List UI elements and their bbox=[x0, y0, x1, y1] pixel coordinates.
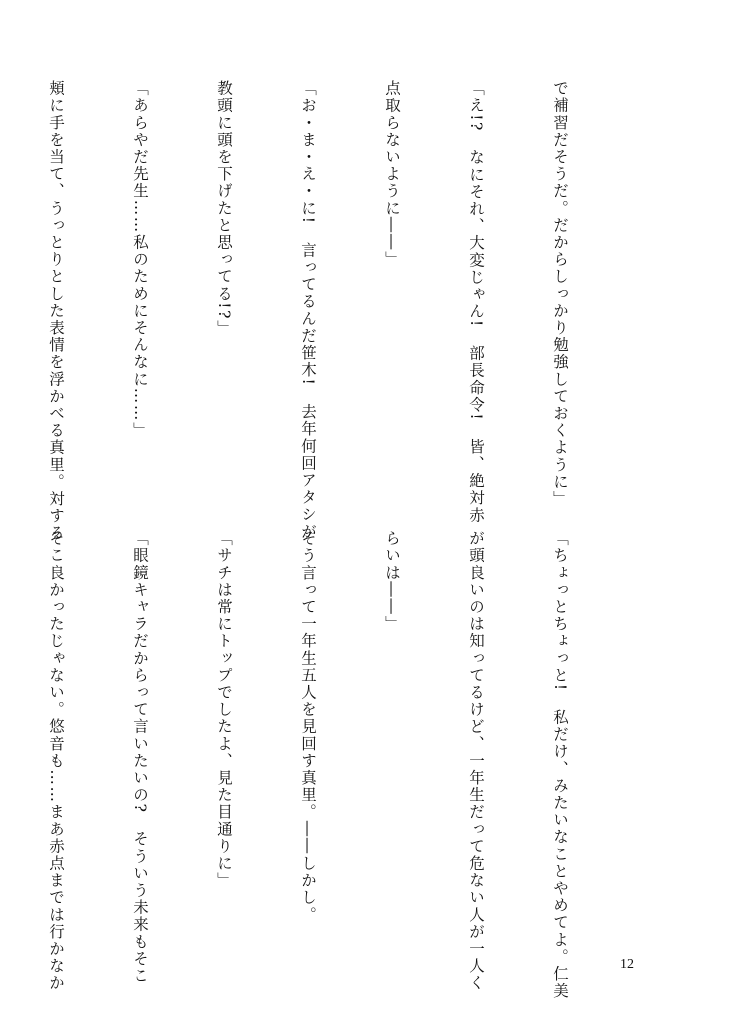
text-line: で補習だそうだ。だからしっかり勉強しておくように」 bbox=[551, 80, 569, 508]
text-line: 「眼鏡キャラだからって言いたいの? そういう未来もそこ bbox=[131, 530, 149, 985]
text-line: 「ちょっとちょっと! 私だけ、みたいなことやめてよ。仁美 bbox=[551, 530, 569, 1000]
text-line: そう言って一年生五人を見回す真里。――しかし。 bbox=[299, 530, 317, 924]
page-number: 12 bbox=[620, 957, 634, 972]
text-line: 「え!? なにそれ、大変じゃん! 部長命令! 皆、絶対赤 bbox=[467, 80, 485, 524]
text-line: 「お・ま・え・に! 言ってるんだ笹木! 去年何回アタシが bbox=[299, 80, 317, 541]
text-line: 「あらやだ先生……私のためにそんなに……」 bbox=[131, 80, 149, 440]
text-line: そこ良かったじゃない。悠音も……まあ赤点までは行かなか bbox=[47, 530, 65, 992]
text-line: 「サチは常にトップでしたよ、見た目通りに」 bbox=[215, 530, 233, 890]
text-line: らいは――」 bbox=[383, 530, 401, 633]
text-line: が頭良いのは知ってるけど、一年生だって危ない人が一人く bbox=[467, 530, 485, 992]
text-line: 教頭に頭を下げたと思ってる!?」 bbox=[215, 80, 233, 338]
upper-text-column bbox=[47, 80, 630, 542]
text-line: 点取らないように――」 bbox=[383, 80, 401, 269]
text-line: 頬に手を当て、うっとりとした表情を浮かべる真里。対する bbox=[47, 80, 65, 542]
